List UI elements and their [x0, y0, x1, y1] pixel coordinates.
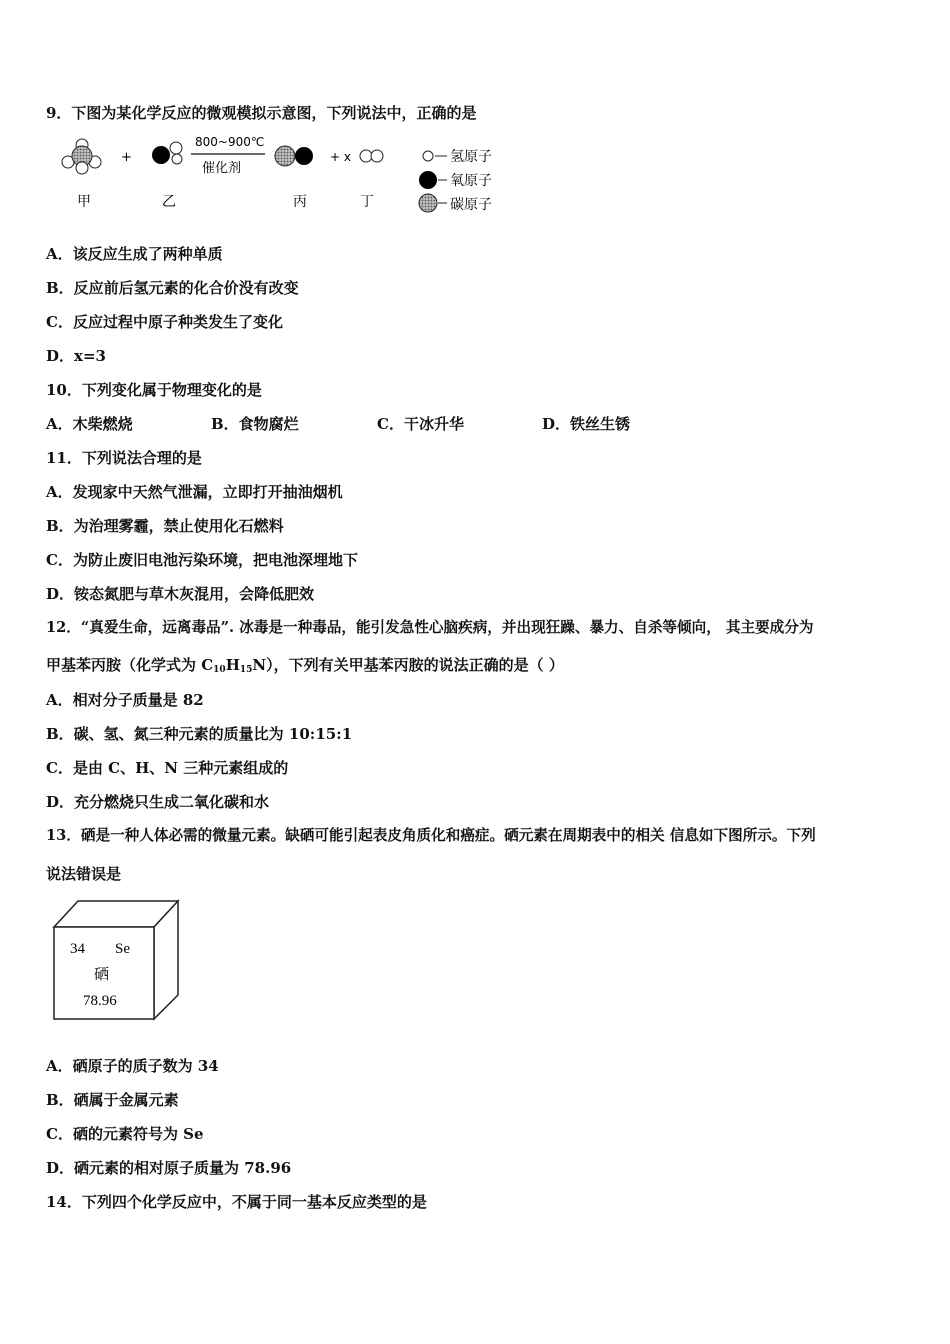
label-yi: 乙	[162, 194, 176, 210]
formula-sub-15: 15	[239, 665, 253, 675]
element-cell-selenium	[48, 895, 183, 1023]
co-molecule	[275, 146, 313, 166]
q12-stem-line1: 12．“真爱生命，远离毒品”. 冰毒是一种毒品，能引发急性心脑疾病，并出现狂躁、暴力、自杀等倾向， 其主要成分为	[46, 619, 814, 636]
q12-option-d: D．充分燃烧只生成二氧化碳和水	[46, 793, 270, 811]
q10-option-a: A．木柴燃烧	[46, 415, 133, 433]
q11-option-d: D．铵态氮肥与草木灰混用，会降低肥效	[46, 585, 315, 603]
condition-temperature: 800~900℃	[195, 135, 265, 149]
q10-option-d: D．铁丝生锈	[542, 415, 631, 433]
legend-oxygen: 氧原子	[450, 173, 492, 189]
h2-molecule	[360, 150, 383, 162]
label-ding: 丁	[360, 194, 374, 210]
q9-option-d: D．x=3	[46, 347, 106, 365]
methane-molecule	[62, 139, 101, 174]
legend	[419, 149, 492, 213]
label-jia: 甲	[77, 194, 91, 210]
water-molecule	[152, 142, 182, 164]
q13-stem-line1: 13．硒是一种人体必需的微量元素。缺硒可能引起表皮角质化和癌症。硒元素在周期表中的相关 信息如下图所示。下列	[46, 827, 816, 844]
plus-sign: +	[121, 150, 132, 165]
legend-hydrogen: 氢原子	[450, 149, 492, 165]
q12-option-c: C．是由 C、H、N 三种元素组成的	[46, 759, 289, 777]
q14-stem: 14．下列四个化学反应中，不属于同一基本反应类型的是	[46, 1193, 427, 1211]
q10-stem: 10．下列变化属于物理变化的是	[46, 381, 262, 399]
atomic-mass: 78.96	[83, 993, 117, 1009]
q11-option-a: A．发现家中天然气泄漏，立即打开抽油烟机	[46, 483, 343, 501]
q13-option-c: C．硒的元素符号为 Se	[46, 1125, 204, 1143]
q13-option-a: A．硒原子的质子数为 34	[46, 1057, 219, 1075]
q13-option-d: D．硒元素的相对原子质量为 78.96	[46, 1159, 292, 1177]
q12-option-b: B．碳、氢、氮三种元素的质量比为 10:15:1	[46, 725, 353, 743]
q9-option-a: A．该反应生成了两种单质	[46, 245, 223, 263]
condition-catalyst: 催化剂	[202, 161, 242, 176]
hydrogen-legend-icon	[423, 151, 433, 161]
q9-stem: 9．下图为某化学反应的微观模拟示意图，下列说法中，正确的是	[46, 104, 477, 122]
plus-x: + x	[330, 150, 351, 164]
q10-option-c: C．干冰升华	[377, 415, 464, 433]
formula-sub-10: 10	[213, 665, 226, 675]
element-name: 硒	[94, 965, 110, 983]
q12-stem-line2	[46, 655, 564, 680]
q12-option-a: A．相对分子质量是 82	[46, 691, 204, 709]
q13-option-b: B．硒属于金属元素	[46, 1091, 179, 1109]
carbon-legend-icon	[419, 194, 437, 212]
q12-stem-post: N），下列有关甲基苯丙胺的说法正确的是（ ）	[252, 656, 564, 674]
q12-stem-pre: 甲基苯丙胺（化学式为 C	[46, 656, 214, 674]
q11-option-c: C．为防止废旧电池污染环境，把电池深埋地下	[46, 551, 358, 569]
q9-option-b: B．反应前后氢元素的化合价没有改变	[46, 279, 299, 297]
q9-option-c: C．反应过程中原子种类发生了变化	[46, 313, 283, 331]
atomic-number: 34	[70, 941, 85, 957]
label-bing: 丙	[293, 194, 307, 210]
element-symbol: Se	[115, 941, 130, 957]
q11-stem: 11．下列说法合理的是	[46, 449, 202, 467]
q13-stem-line2: 说法错误是	[46, 865, 122, 883]
legend-carbon: 碳原子	[450, 197, 492, 213]
oxygen-legend-icon	[419, 171, 437, 189]
formula-h: H	[225, 656, 240, 674]
reaction-diagram	[55, 130, 525, 220]
q11-option-b: B．为治理雾霾，禁止使用化石燃料	[46, 517, 284, 535]
q10-option-b: B．食物腐烂	[211, 415, 299, 433]
